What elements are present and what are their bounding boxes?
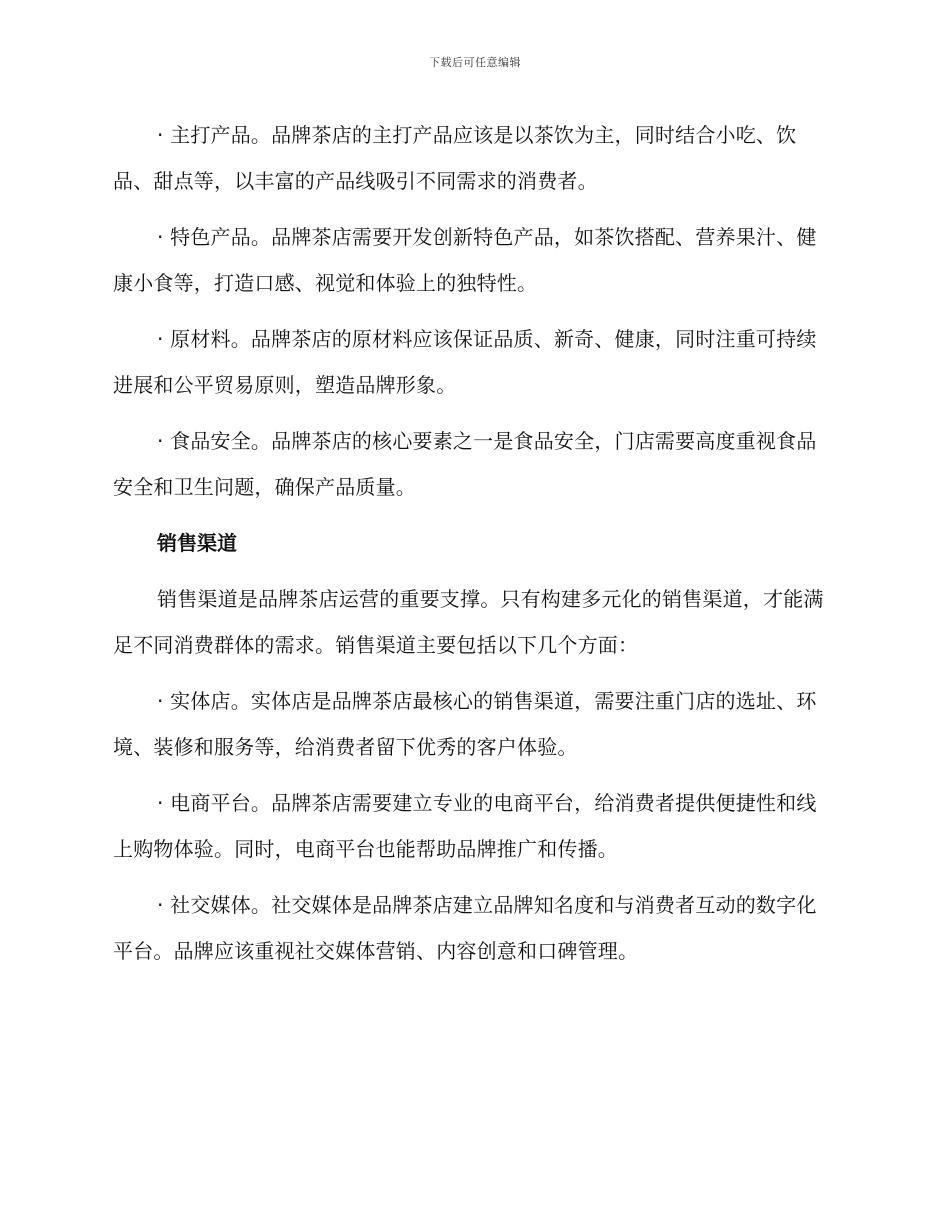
- section-heading: 销售渠道: [157, 531, 237, 555]
- paragraph-main-product: · 主打产品。品牌茶店的主打产品应该是以茶饮为主，同时结合小吃、饮品、甜点等，以丰富的产品线吸引不同需求的消费者。: [113, 123, 797, 193]
- paragraph-social-media: · 社交媒体。社交媒体是品牌茶店建立品牌知名度和与消费者互动的数字化平台。品牌应该重视社交媒体营销、内容创意和口碑管理。: [113, 893, 817, 963]
- header-note: 下载后可任意编辑: [429, 56, 521, 69]
- paragraph-physical-store: · 实体店。实体店是品牌茶店最核心的销售渠道，需要注重门店的选址、环境、装修和服务等，给消费者留下优秀的客户体验。: [113, 689, 817, 759]
- paragraph-food-safety: · 食品安全。品牌茶店的核心要素之一是食品安全，门店需要高度重视食品安全和卫生问题，确保产品质量。: [113, 429, 817, 499]
- document-body: [113, 112, 833, 984]
- paragraph-ecommerce: · 电商平台。品牌茶店需要建立专业的电商平台，给消费者提供便捷性和线上购物体验。同时，电商平台也能帮助品牌推广和传播。: [113, 791, 817, 861]
- paragraph-raw-materials: · 原材料。品牌茶店的原材料应该保证品质、新奇、健康，同时注重可持续进展和公平贸易原则，塑造品牌形象。: [113, 327, 817, 397]
- paragraph-featured-product: · 特色产品。品牌茶店需要开发创新特色产品，如茶饮搭配、营养果汁、健康小食等，打造口感、视觉和体验上的独特性。: [113, 225, 817, 295]
- section-intro: 销售渠道是品牌茶店运营的重要支撑。只有构建多元化的销售渠道，才能满足不同消费群体的需求。销售渠道主要包括以下几个方面：: [113, 587, 824, 657]
